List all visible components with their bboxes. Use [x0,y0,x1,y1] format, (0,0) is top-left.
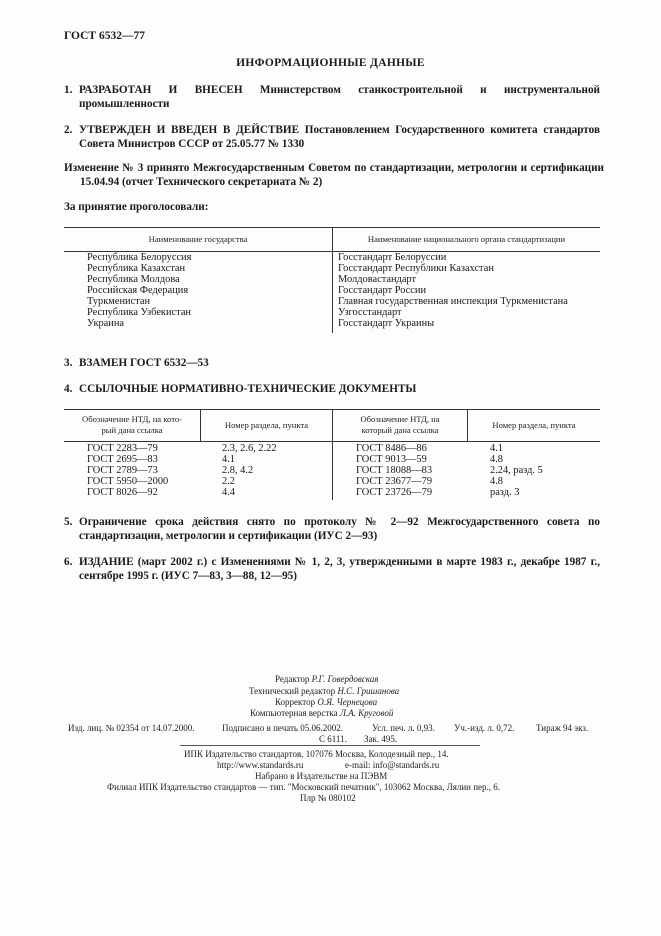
credit-editor: Редактор Р.Г. Говердовская [275,674,379,684]
vote-table-header-body: Наименование национального органа стандартизации [367,234,566,244]
credit-corrector: Корректор О.Я. Чернецова [275,697,378,707]
publisher-typeset-note: Набрано в Издательстве на ПЭВМ [255,771,388,781]
page-title: ИНФОРМАЦИОННЫЕ ДАННЫЕ [236,57,425,69]
imprint-circulation: Тираж 94 экз. [536,723,589,733]
ref-ntd: ГОСТ 8026—92 [87,487,158,498]
publisher-email[interactable]: e-mail: info@standards.ru [345,760,440,770]
imprint-license: Изд. лиц. № 02354 от 14.07.2000. [68,723,195,733]
section-2 [64,123,600,151]
ref-header-ntd-2: Обозначение НТД, на который дана ссылка [360,414,440,435]
section-5 [64,515,600,543]
vote-body: Госстандарт Республики Казахстан [338,263,494,274]
imprint-order: Зак. 495. [364,734,398,744]
vote-country: Республика Молдова [87,274,180,285]
section-2-number: 2. [64,124,73,136]
imprint-order-c: С 6111. [319,734,347,744]
vote-body: Молдовастандарт [338,274,417,285]
ref-ntd: ГОСТ 2695—83 [87,454,158,465]
section-3-text: ВЗАМЕН ГОСТ 6532—53 [79,357,209,369]
publisher-url[interactable]: http://www.standards.ru [217,760,304,770]
publisher-branch: Филиал ИПК Издательство стандартов — тип. "Московский печатник", 103062 Москва, Лялин пер., 6. [107,782,501,792]
imprint-signed: Подписано в печать 05.06.2002. [222,723,344,733]
ref-ntd: ГОСТ 23726—79 [356,487,433,498]
imprint-pub-sheets: Уч.-изд. л. 0,72. [454,723,515,733]
section-3-number: 3. [64,357,73,369]
vote-body: Госстандарт Белоруссии [338,252,447,263]
ref-section: 2.2 [222,476,235,487]
section-1-text: РАЗРАБОТАН И ВНЕСЕН Министерством станкостроительной и инструментальной промышленности [79,84,600,110]
ref-header-ntd-1: Обозначение НТД, на кото- рый дана ссылка [82,414,182,435]
section-3 [64,356,600,370]
ref-section: 4.1 [222,454,235,465]
ref-ntd: ГОСТ 2283—79 [87,443,158,454]
ref-section: 4.8 [490,476,503,487]
section-4 [64,382,600,396]
section-4-text: ССЫЛОЧНЫЕ НОРМАТИВНО-ТЕХНИЧЕСКИЕ ДОКУМЕНТЫ [79,383,417,395]
ref-header-section-2: Номер раздела, пункта [492,420,576,430]
vote-table-header-country: Наименование государства [148,234,248,244]
publisher-plr: Плр № 080102 [300,793,356,803]
section-5-text: Ограничение срока действия снято по протоколу № 2—92 Межгосударственного совета по стандартизации, метрологии и сертификации (ИУС 2—93) [79,516,600,542]
imprint-divider [180,745,480,746]
vote-country: Украина [87,318,125,329]
credit-tech-editor: Технический редактор Н.С. Гришанова [249,686,400,696]
ref-section: 4.1 [490,443,503,454]
vote-country: Республика Узбекистан [87,307,191,318]
ref-section: 4.4 [222,487,235,498]
ref-ntd: ГОСТ 8486—86 [356,443,427,454]
vote-country: Туркменистан [87,296,151,307]
vote-body: Узгосстандарт [338,307,402,318]
vote-body: Госстандарт России [338,285,427,296]
publisher-address: ИПК Издательство стандартов, 107076 Москва, Колодезный пер., 14. [184,749,449,759]
ref-section: 2.24, разд. 5 [490,465,543,476]
doc-code-header: ГОСТ 6532—77 [64,30,145,42]
change-note-line-1: Изменение № 3 принято Межгосударственным Советом по стандартизации, метрологии и сертификации [64,162,604,174]
ref-section: 2.8, 4.2 [222,465,254,476]
ref-ntd: ГОСТ 18088—83 [356,465,433,476]
section-6-text: ИЗДАНИЕ (март 2002 г.) с Изменениями № 1, 2, 3, утвержденными в марте 1983 г., декабре 1987 г., сентябре 1995 г. (ИУС 7—83, 3—88, 12—95) [79,556,600,582]
section-2-text: УТВЕРЖДЕН И ВВЕДЕН В ДЕЙСТВИЕ Постановлением Государственного комитета стандартов Совета Министров СССР от 25.05.77 № 1330 [79,124,600,150]
vote-country: Российская Федерация [87,285,189,296]
vote-country: Республика Белоруссия [87,252,192,263]
ref-section: 2.3, 2.6, 2.22 [222,443,277,454]
ref-ntd: ГОСТ 2789—73 [87,465,158,476]
ref-ntd: ГОСТ 23677—79 [356,476,433,487]
ref-ntd: ГОСТ 9013—59 [356,454,427,465]
ref-section: разд. 3 [490,487,520,498]
ref-header-section-1: Номер раздела, пункта [224,420,309,430]
section-4-number: 4. [64,383,73,395]
section-1 [64,83,600,111]
section-6 [64,555,600,583]
vote-body: Госстандарт Украины [338,318,435,329]
section-5-number: 5. [64,516,73,528]
imprint-print-sheets: Усл. печ. л. 0,93. [372,723,435,733]
change-note-line-2: 15.04.94 (отчет Технического секретариата № 2) [80,176,323,188]
vote-country: Республика Казахстан [87,263,186,274]
ref-ntd: ГОСТ 5950—2000 [87,476,169,487]
section-1-number: 1. [64,84,73,96]
ref-section: 4.8 [490,454,503,465]
vote-body: Главная государственная инспекция Туркменистана [338,296,568,307]
credit-layout: Компьютерная верстка Л.А. Круговой [250,708,394,718]
section-6-number: 6. [64,556,73,568]
voted-label: За принятие проголосовали: [64,201,209,213]
